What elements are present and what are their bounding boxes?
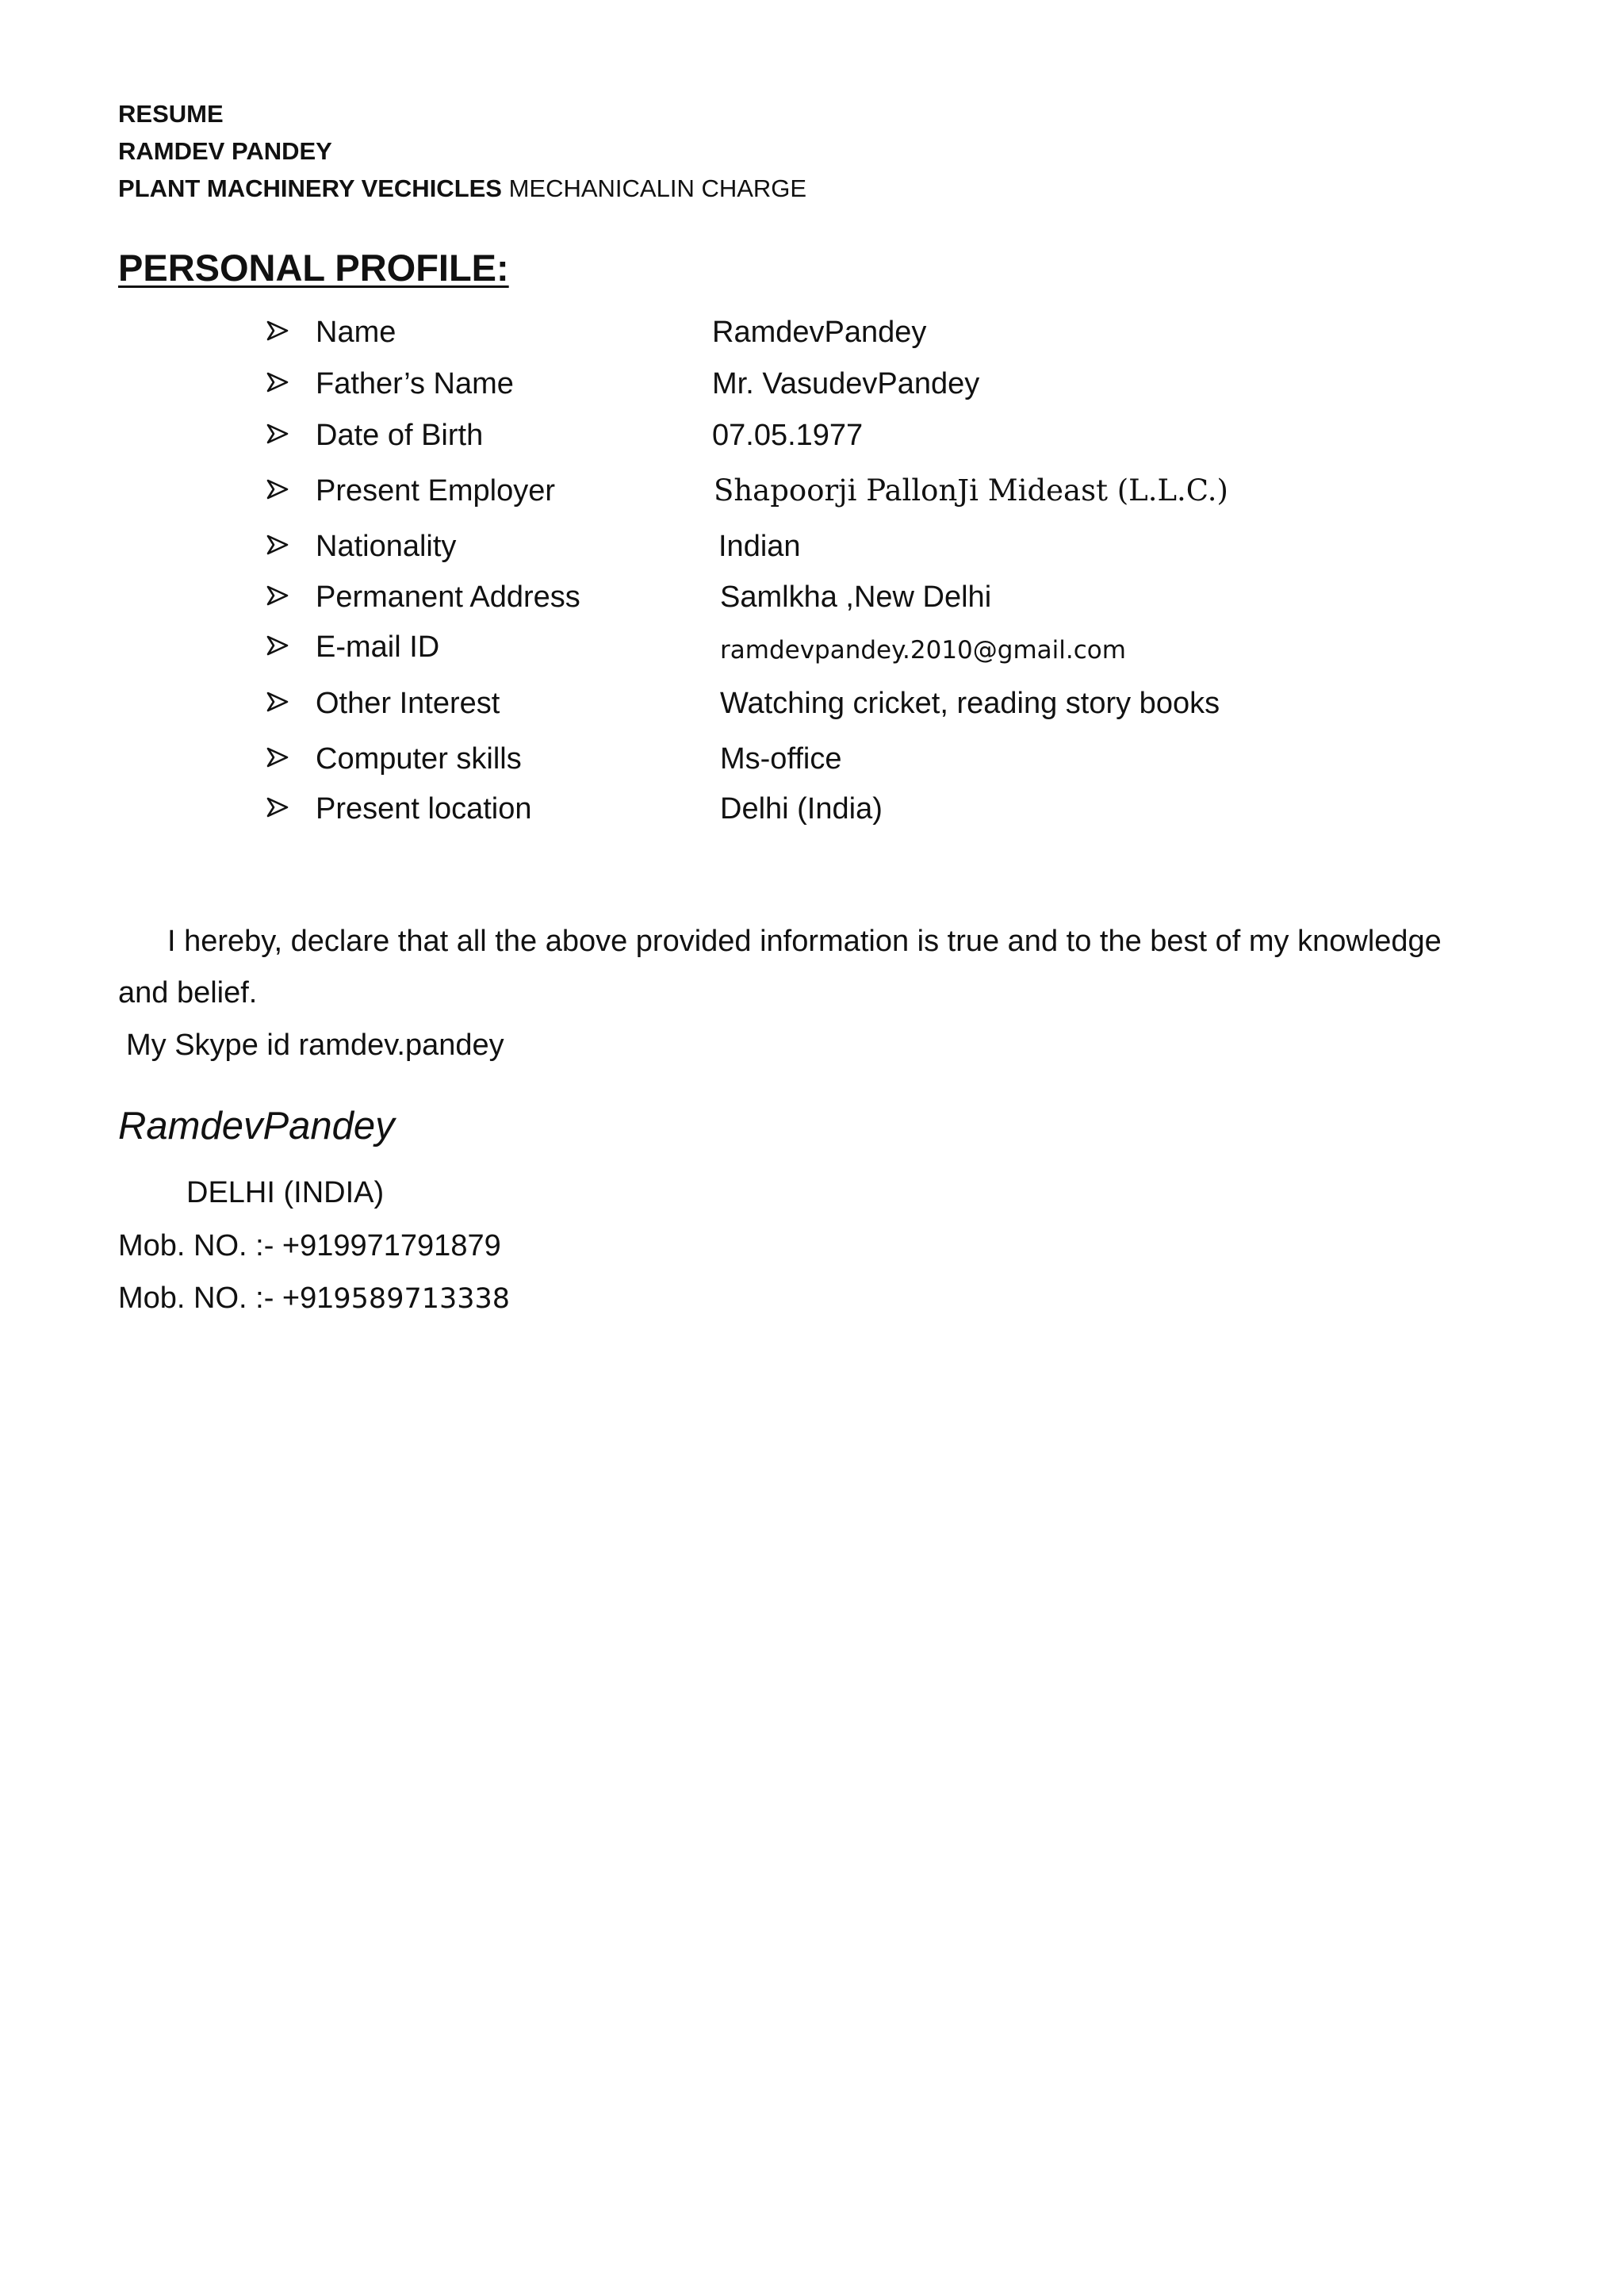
- job-title-regular: MECHANICALIN CHARGE: [501, 174, 807, 202]
- personal-profile-heading: PERSONAL PROFILE:: [118, 247, 509, 289]
- profile-value: Shapoorji PallonJi Mideast (L.L.C.): [714, 473, 1228, 508]
- arrowhead-bullet-icon: [266, 796, 289, 818]
- arrowhead-bullet-icon: [266, 534, 289, 556]
- mobile-number-1: Mob. NO. :- +919971791879: [118, 1229, 501, 1262]
- arrowhead-bullet-icon: [266, 746, 289, 768]
- profile-row-present-location: [0, 791, 1624, 831]
- profile-label: Permanent Address: [316, 580, 580, 614]
- profile-label: Present Employer: [316, 474, 556, 508]
- profile-value: Indian: [718, 530, 801, 563]
- profile-row-nationality: [0, 529, 1624, 569]
- email-value: ramdevpandey.2010@gmail.com: [720, 636, 1126, 665]
- declaration-text-line1: I hereby, declare that all the above provided information is true and to the best of my knowledge: [167, 925, 1442, 958]
- profile-label: E-mail ID: [316, 630, 440, 664]
- profile-row-other-interest: [0, 686, 1624, 726]
- job-title: [118, 173, 806, 205]
- profile-label: Nationality: [316, 530, 457, 563]
- profile-row-name: [0, 315, 1624, 354]
- profile-label: Date of Birth: [316, 419, 484, 452]
- declaration-text-line2: and belief.: [118, 976, 258, 1010]
- arrowhead-bullet-icon: [266, 320, 289, 342]
- signature-name: RamdevPandey: [118, 1105, 395, 1148]
- skype-id-text: My Skype id ramdev.pandey: [126, 1029, 504, 1062]
- profile-value: Delhi (India): [720, 792, 883, 826]
- profile-row-present-employer: [0, 473, 1624, 513]
- profile-row-email: [0, 630, 1624, 669]
- arrowhead-bullet-icon: [266, 371, 289, 393]
- profile-value: Samlkha ,New Delhi: [720, 580, 992, 614]
- mobile-number-2: [118, 1281, 510, 1316]
- profile-label: Other Interest: [316, 687, 500, 720]
- resume-label: RESUME: [118, 100, 224, 128]
- job-title-bold: PLANT MACHINERY VECHICLES: [118, 174, 502, 202]
- profile-value: RamdevPandey: [712, 316, 927, 349]
- profile-row-computer-skills: [0, 741, 1624, 781]
- mobile-number-2-digits: 9589713338: [333, 1283, 511, 1315]
- profile-label: Present location: [316, 792, 532, 826]
- mobile-number-2-prefix: Mob. NO. :- +91: [118, 1282, 334, 1315]
- profile-value: Mr. VasudevPandey: [712, 367, 980, 400]
- signature-place: DELHI (INDIA): [186, 1176, 385, 1209]
- profile-row-date-of-birth: [0, 418, 1624, 458]
- candidate-name-header: RAMDEV PANDEY: [118, 137, 332, 165]
- arrowhead-bullet-icon: [266, 584, 289, 607]
- arrowhead-bullet-icon: [266, 478, 289, 500]
- profile-label: Computer skills: [316, 742, 522, 776]
- arrowhead-bullet-icon: [266, 691, 289, 713]
- profile-value: 07.05.1977: [712, 419, 864, 452]
- profile-row-permanent-address: [0, 580, 1624, 619]
- profile-label: Father’s Name: [316, 367, 514, 400]
- arrowhead-bullet-icon: [266, 423, 289, 445]
- profile-value: Watching cricket, reading story books: [720, 687, 1220, 720]
- profile-label: Name: [316, 316, 396, 349]
- arrowhead-bullet-icon: [266, 634, 289, 657]
- profile-value: Ms-office: [720, 742, 842, 776]
- profile-row-father-name: [0, 366, 1624, 406]
